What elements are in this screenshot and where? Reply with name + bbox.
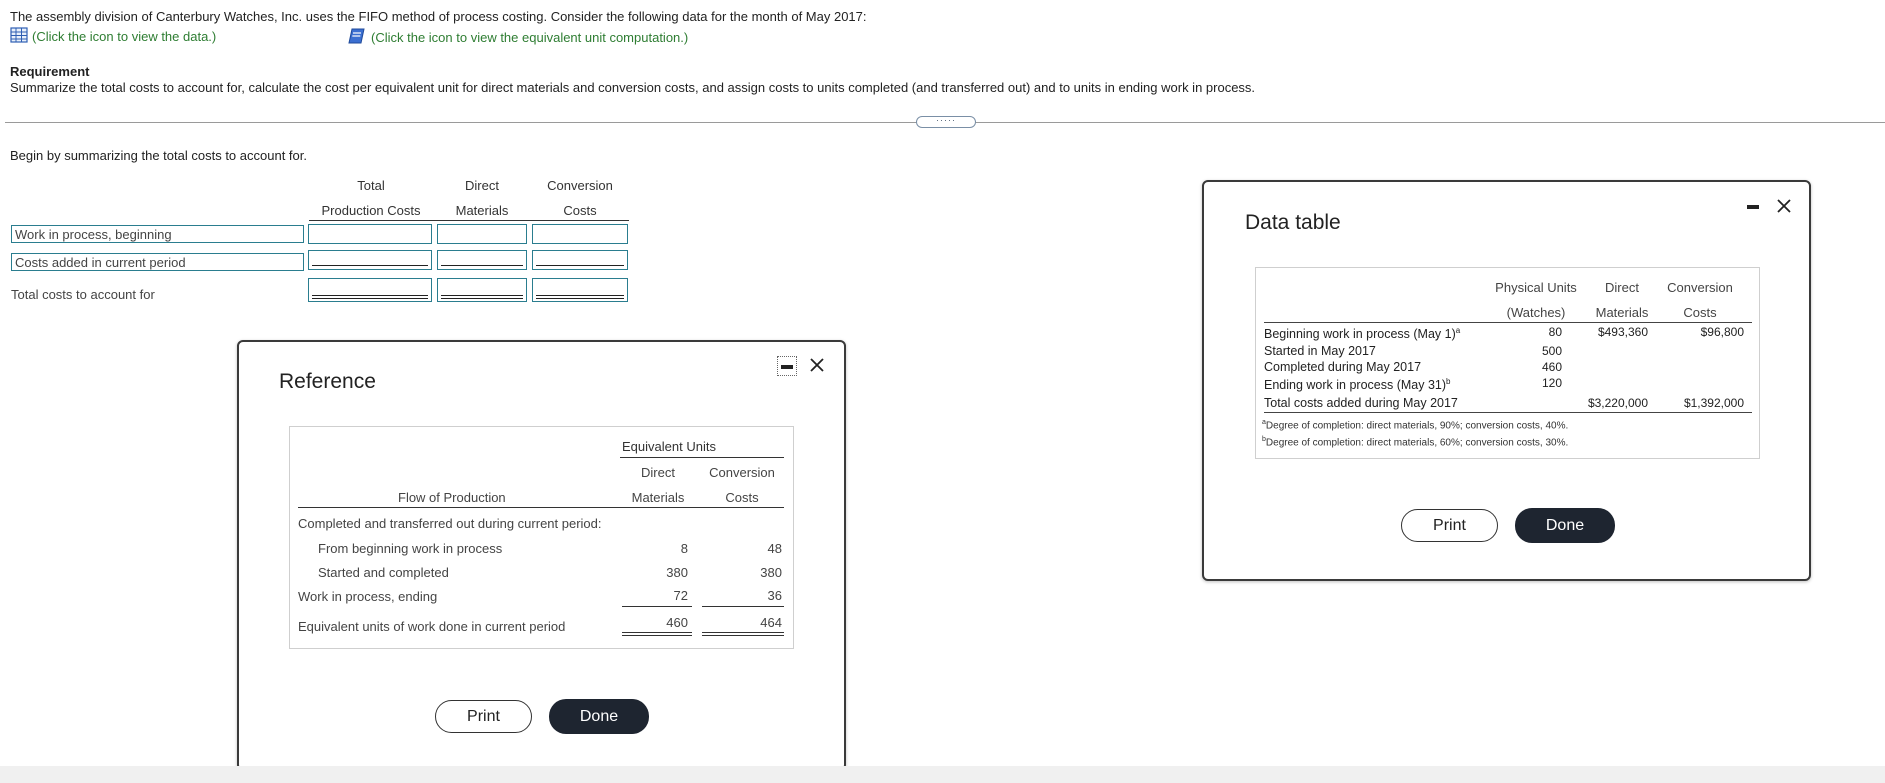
ref-header-underline: [298, 507, 784, 508]
ref-row-dm: 8: [680, 541, 688, 556]
input-total-costs-cc[interactable]: [532, 278, 628, 302]
dt-row-label: Beginning work in process (May 1)$^a$: [1264, 326, 1461, 342]
reference-done-button[interactable]: Done: [549, 699, 649, 734]
ref-header-cc-line1: Conversion: [709, 465, 775, 480]
ref-total-line-cc-2: [702, 635, 784, 636]
ref-row-cc: 380: [760, 565, 782, 580]
view-equivalent-units-link[interactable]: [347, 27, 688, 48]
dt-header-units-line2: (Watches): [1506, 305, 1566, 320]
data-table: [1255, 267, 1760, 459]
ref-subtotal-line-cc: [702, 606, 784, 607]
spreadsheet-icon[interactable]: [10, 27, 28, 46]
header-total-line2: Production Costs: [321, 203, 421, 218]
minimize-icon[interactable]: [1744, 197, 1762, 215]
dt-row-cc: $1,392,000: [1683, 396, 1744, 410]
dt-footnote: $^b$Degree of completion: direct materials, 60%; conversion costs, 30%.: [1262, 436, 1569, 449]
input-costs-added-dm[interactable]: [437, 250, 527, 270]
dt-header-units-line1: Physical Units: [1495, 280, 1577, 295]
problem-intro: The assembly division of Canterbury Watches, Inc. uses the FIFO method of process costing. Consider the following data for the month of May 2017:: [10, 9, 867, 24]
ref-section-label: Completed and transferred out during current period:: [298, 516, 602, 531]
book-icon[interactable]: [347, 27, 367, 48]
ref-row-label: Started and completed: [318, 565, 449, 580]
header-underline: [309, 220, 629, 221]
view-data-link-text[interactable]: (Click the icon to view the data.): [32, 29, 217, 44]
data-table-done-button[interactable]: Done: [1515, 508, 1615, 543]
dt-header-underline: [1264, 322, 1752, 323]
ref-row-label: Work in process, ending: [298, 589, 438, 604]
dt-row-dm: $3,220,000: [1587, 396, 1648, 410]
reference-close-button[interactable]: [808, 356, 826, 374]
ref-row-cc: 36: [767, 588, 782, 603]
view-data-link[interactable]: [10, 27, 216, 46]
header-dm-line2: Materials: [455, 203, 509, 218]
reference-minimize-button[interactable]: [777, 356, 797, 376]
dt-row-units: 80: [1548, 325, 1562, 339]
ref-total-line-cc: [702, 632, 784, 633]
dt-row-dm: $493,360: [1597, 325, 1648, 339]
dt-row-units: 500: [1541, 344, 1562, 358]
header-total-line1: Total: [357, 178, 385, 193]
close-icon[interactable]: [808, 356, 826, 374]
input-costs-added-total[interactable]: [308, 250, 432, 270]
input-total-costs-dm[interactable]: [437, 278, 527, 302]
data-table-minimize-button[interactable]: [1744, 197, 1762, 215]
ref-header-dm-line1: Direct: [641, 465, 675, 480]
dt-header-cc-line1: Conversion: [1667, 280, 1733, 295]
row-label-costs-added[interactable]: Costs added in current period: [11, 253, 304, 271]
requirement-text: Summarize the total costs to account for, calculate the cost per equivalent unit for direct materials and conversion costs, and assign costs to units completed (and transferred out) and to units in ending work in process.: [10, 80, 1256, 95]
dt-row-cc: $96,800: [1700, 325, 1744, 339]
reference-dialog: [237, 340, 846, 771]
ref-row-label: From beginning work in process: [318, 541, 503, 556]
data-table-close-button[interactable]: [1775, 197, 1793, 215]
ref-header-dm-line2: Materials: [631, 490, 685, 505]
dt-row-label: Ending work in process (May 31)$^b$: [1264, 377, 1451, 393]
ref-total-line-dm-2: [622, 635, 692, 636]
requirement-heading: Requirement: [10, 64, 90, 79]
ref-row-label: Equivalent units of work done in current period: [298, 619, 566, 634]
input-wip-beginning-dm[interactable]: [437, 224, 527, 244]
equivalent-units-header: Equivalent Units: [622, 439, 716, 454]
input-costs-added-cc[interactable]: [532, 250, 628, 270]
reference-print-button[interactable]: Print: [435, 700, 532, 733]
ref-row-cc: 48: [767, 541, 782, 556]
ref-row-dm: 72: [673, 588, 688, 603]
row-label-total-costs: Total costs to account for: [11, 287, 155, 302]
ref-row-cc: 464: [760, 615, 782, 630]
input-wip-beginning-total[interactable]: [308, 224, 432, 244]
ref-total-line-dm: [622, 632, 692, 633]
ref-subtotal-line-dm: [622, 606, 692, 607]
data-table-dialog-title: Data table: [1245, 211, 1341, 234]
divider-drag-handle[interactable]: ·····: [916, 116, 976, 128]
input-total-costs-total[interactable]: [308, 278, 432, 302]
bottom-bar: [0, 766, 1885, 783]
dt-header-dm-line1: Direct: [1605, 280, 1639, 295]
reference-table: [289, 426, 794, 649]
dt-row-label: Started in May 2017: [1264, 344, 1376, 358]
ref-row-dm: 380: [666, 565, 688, 580]
dt-total-underline: [1264, 412, 1752, 413]
dt-row-label: Total costs added during May 2017: [1264, 396, 1458, 410]
dt-header-dm-line2: Materials: [1595, 305, 1649, 320]
reference-dialog-title: Reference: [279, 370, 376, 393]
input-wip-beginning-cc[interactable]: [532, 224, 628, 244]
dt-header-cc-line2: Costs: [1683, 305, 1717, 320]
header-cc-line1: Conversion: [547, 178, 613, 193]
minimize-icon[interactable]: [778, 357, 796, 375]
instruction-text: Begin by summarizing the total costs to account for.: [10, 148, 307, 163]
dt-row-units: 460: [1541, 360, 1562, 374]
row-label-wip-beginning[interactable]: Work in process, beginning: [11, 225, 304, 243]
ref-row-dm: 460: [666, 615, 688, 630]
dt-row-label: Completed during May 2017: [1264, 360, 1422, 374]
data-table-dialog: [1202, 180, 1811, 581]
equivalent-units-underline: [620, 457, 784, 458]
header-dm-line1: Direct: [465, 178, 499, 193]
ref-header-cc-line2: Costs: [725, 490, 759, 505]
flow-of-production-header: Flow of Production: [398, 490, 506, 505]
view-equivalent-units-link-text[interactable]: (Click the icon to view the equivalent unit computation.): [371, 30, 689, 45]
dt-footnote: $^a$Degree of completion: direct materials, 90%; conversion costs, 40%.: [1262, 419, 1569, 432]
close-icon[interactable]: [1775, 197, 1793, 215]
header-cc-line2: Costs: [563, 203, 597, 218]
data-table-print-button[interactable]: Print: [1401, 509, 1498, 542]
dt-row-units: 120: [1541, 376, 1562, 390]
